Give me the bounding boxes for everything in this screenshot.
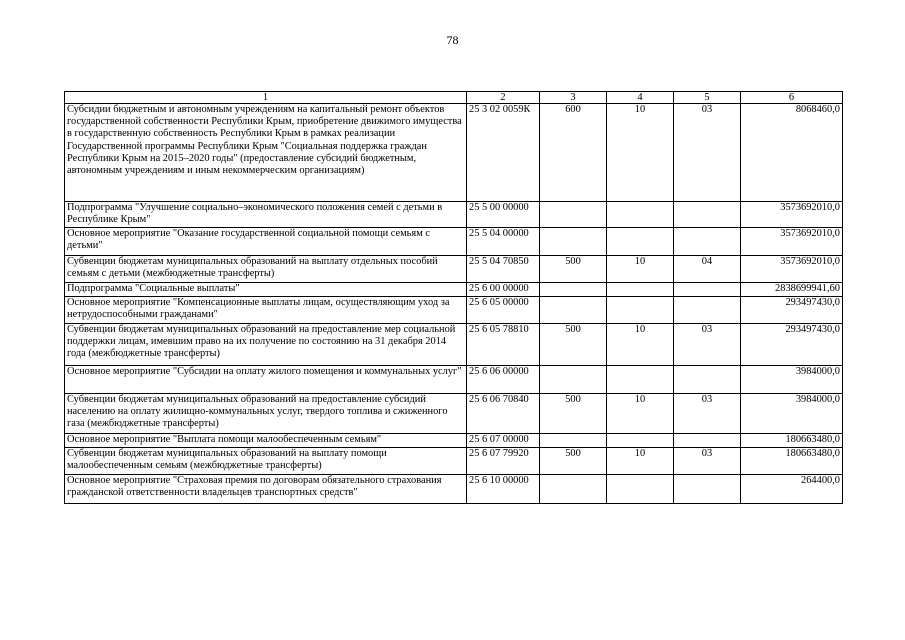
row-amount: 293497430,0 [741, 297, 843, 324]
row-col4 [607, 228, 674, 256]
row-col3: 500 [540, 448, 607, 475]
row-amount: 3573692010,0 [741, 228, 843, 256]
row-amount: 8068460,0 [741, 104, 843, 202]
column-header: 1 [65, 92, 467, 104]
row-col3 [540, 228, 607, 256]
row-col5 [674, 475, 741, 504]
row-amount: 3573692010,0 [741, 202, 843, 228]
table-row [65, 283, 843, 297]
row-amount: 180663480,0 [741, 448, 843, 475]
table-row [65, 297, 843, 324]
row-code: 25 6 07 79920 [467, 448, 540, 475]
row-code: 25 6 07 00000 [467, 434, 540, 448]
row-amount: 3984000,0 [741, 394, 843, 434]
row-name: Субвенции бюджетам муниципальных образований на выплату отдельных пособий семьям с детьми (межбюджетные трансферты) [65, 256, 467, 283]
row-col4: 10 [607, 104, 674, 202]
row-col3 [540, 202, 607, 228]
row-col3 [540, 475, 607, 504]
page-number: 78 [446, 33, 459, 47]
row-col4 [607, 434, 674, 448]
table-row [65, 104, 843, 202]
column-header: 2 [467, 92, 540, 104]
table-row [65, 202, 843, 228]
row-amount: 3984000,0 [741, 366, 843, 394]
row-col3: 600 [540, 104, 607, 202]
table-row [65, 256, 843, 283]
row-col4 [607, 297, 674, 324]
row-code: 25 6 00 00000 [467, 283, 540, 297]
row-col3: 500 [540, 256, 607, 283]
row-col5 [674, 297, 741, 324]
row-name: Субсидии бюджетным и автономным учреждениям на капитальный ремонт объектов государственной собственности Республики Крым, приобретение движимого имущества в государственную собственность Республики Крым в рамках реализации Государственной программы Республики Крым "Социальная поддержка граждан Республики Крым на 2015–2020 годы" (предоставление субсидий бюджетным, автономным учреждениям и иным некоммерческим организациям) [65, 104, 467, 202]
row-amount: 2838699941,60 [741, 283, 843, 297]
row-col4 [607, 475, 674, 504]
row-col3 [540, 297, 607, 324]
row-col4 [607, 366, 674, 394]
row-code: 25 6 06 70840 [467, 394, 540, 434]
row-col5 [674, 202, 741, 228]
row-col5: 03 [674, 324, 741, 366]
row-amount: 180663480,0 [741, 434, 843, 448]
row-col4 [607, 202, 674, 228]
table-row [65, 228, 843, 256]
table-row [65, 475, 843, 504]
row-code: 25 6 05 78810 [467, 324, 540, 366]
row-col4 [607, 283, 674, 297]
row-name: Основное мероприятие "Компенсационные выплаты лицам, осуществляющим уход за нетрудоспособными гражданами" [65, 297, 467, 324]
row-amount: 3573692010,0 [741, 256, 843, 283]
row-code: 25 6 10 00000 [467, 475, 540, 504]
row-col5: 04 [674, 256, 741, 283]
row-col3 [540, 366, 607, 394]
row-name: Основное мероприятие "Субсидии на оплату жилого помещения и коммунальных услуг" [65, 366, 467, 394]
row-col5 [674, 283, 741, 297]
row-code: 25 6 05 00000 [467, 297, 540, 324]
table-row [65, 366, 843, 394]
row-col5 [674, 228, 741, 256]
row-col3: 500 [540, 324, 607, 366]
row-name: Подпрограмма "Улучшение социально–экономического положения семей с детьми в Республике Крым" [65, 202, 467, 228]
row-code: 25 5 04 70850 [467, 256, 540, 283]
row-name: Основное мероприятие "Выплата помощи малообеспеченным семьям" [65, 434, 467, 448]
row-name: Подпрограмма "Социальные выплаты" [65, 283, 467, 297]
row-name: Основное мероприятие "Оказание государственной социальной помощи семьям с детьми" [65, 228, 467, 256]
table-row [65, 434, 843, 448]
row-col3 [540, 434, 607, 448]
row-col4: 10 [607, 394, 674, 434]
row-code: 25 3 02 0059К [467, 104, 540, 202]
row-col5: 03 [674, 394, 741, 434]
row-col4: 10 [607, 448, 674, 475]
column-header: 4 [607, 92, 674, 104]
column-header: 6 [741, 92, 843, 104]
row-name: Субвенции бюджетам муниципальных образований на выплату помощи малообеспеченным семьям (межбюджетные трансферты) [65, 448, 467, 475]
row-col3 [540, 283, 607, 297]
row-col4: 10 [607, 324, 674, 366]
row-col5 [674, 366, 741, 394]
table-row [65, 448, 843, 475]
row-col5 [674, 434, 741, 448]
row-amount: 264400,0 [741, 475, 843, 504]
row-name: Основное мероприятие "Страховая премия по договорам обязательного страхования гражданской ответственности владельцев транспортных средств" [65, 475, 467, 504]
row-name: Субвенции бюджетам муниципальных образований на предоставление субсидий населению на оплату жилищно-коммунальных услуг, твердого топлива и сжиженного газа (межбюджетные трансферты) [65, 394, 467, 434]
row-name: Субвенции бюджетам муниципальных образований на предоставление мер социальной поддержки лицам, имевшим право на их получение по состоянию на 31 декабря 2014 года (межбюджетные трансферты) [65, 324, 467, 366]
column-header: 5 [674, 92, 741, 104]
table-row [65, 324, 843, 366]
row-col5: 03 [674, 104, 741, 202]
column-header: 3 [540, 92, 607, 104]
row-col3: 500 [540, 394, 607, 434]
row-code: 25 6 06 00000 [467, 366, 540, 394]
table-header-row [65, 92, 843, 104]
row-col4: 10 [607, 256, 674, 283]
row-amount: 293497430,0 [741, 324, 843, 366]
budget-table [64, 91, 843, 504]
table-row [65, 394, 843, 434]
row-code: 25 5 00 00000 [467, 202, 540, 228]
row-col5: 03 [674, 448, 741, 475]
row-code: 25 5 04 00000 [467, 228, 540, 256]
